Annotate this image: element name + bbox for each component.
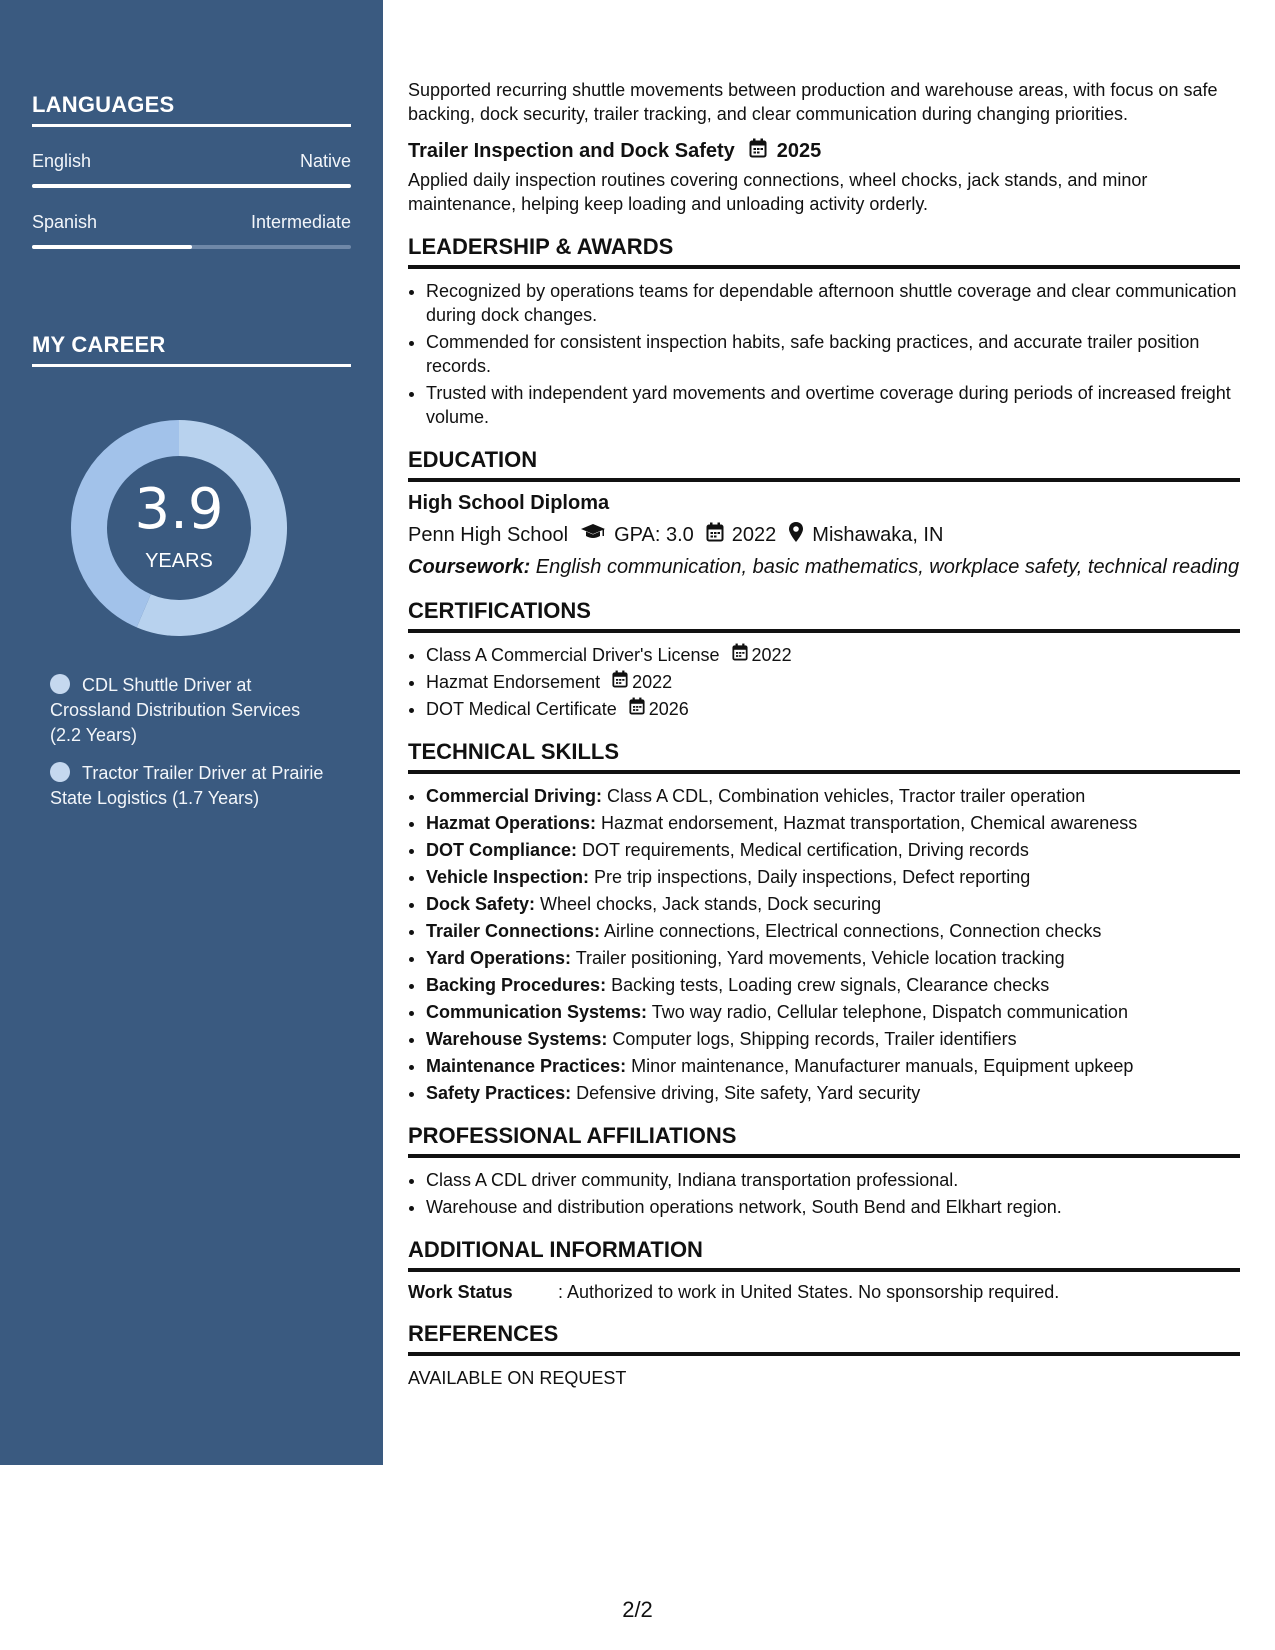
skill-item <box>426 892 1240 916</box>
education-degree: High School Diploma <box>408 492 610 514</box>
language-item <box>32 151 351 188</box>
leadership-heading: LEADERSHIP & AWARDS <box>408 234 1240 269</box>
skill-label: Backing Procedures: <box>426 975 607 995</box>
coursework-label: Coursework: <box>408 556 531 578</box>
skill-value: Computer logs, Shipping records, Trailer identifiers <box>607 1029 1017 1049</box>
skill-item <box>426 1000 1240 1024</box>
affiliations-heading: PROFESSIONAL AFFILIATIONS <box>408 1123 1240 1158</box>
skill-label: Commercial Driving: <box>426 786 603 806</box>
skill-label: Yard Operations: <box>426 948 572 968</box>
certification-item <box>426 670 1240 694</box>
skill-value: Pre trip inspections, Daily inspections, Defect reporting <box>589 867 1031 887</box>
leadership-list <box>408 279 1240 429</box>
map-pin-icon <box>788 521 804 549</box>
references-heading: REFERENCES <box>408 1321 1240 1356</box>
language-name: English <box>32 151 92 171</box>
skill-item <box>426 946 1240 970</box>
education-gpa: GPA: 3.0 <box>614 523 694 546</box>
list-item: • Commended for consistent inspection habits, safe backing practices, and accurate trailer position records. <box>426 330 1240 378</box>
skill-label: Vehicle Inspection: <box>426 867 590 887</box>
skill-value: Trailer positioning, Yard movements, Vehicle location tracking <box>571 948 1065 968</box>
calendar-icon <box>706 522 724 548</box>
certification-item <box>426 643 1240 667</box>
additional-row <box>408 1282 1240 1303</box>
calendar-icon <box>612 670 628 694</box>
skill-value: Wheel chocks, Jack stands, Dock securing <box>535 894 882 914</box>
project-description: Applied daily inspection routines covering connections, wheel chocks, jack stands, and minor maintenance, helping keep loading and unloading activity orderly. <box>408 170 1148 214</box>
project-title: Trailer Inspection and Dock Safety <box>408 139 735 162</box>
list-item: • Warehouse and distribution operations network, South Bend and Elkhart region. <box>426 1195 1240 1219</box>
additional-value: : Authorized to work in United States. No sponsorship required. <box>558 1282 1060 1302</box>
project-heading <box>408 138 1240 164</box>
skill-value: Two way radio, Cellular telephone, Dispatch communication <box>647 1002 1128 1022</box>
language-level: Intermediate <box>250 212 351 232</box>
education-year: 2022 <box>731 523 777 546</box>
skill-item <box>426 811 1240 835</box>
skill-value: Airline connections, Electrical connections, Connection checks <box>600 921 1102 941</box>
skill-item <box>426 838 1240 862</box>
additional-heading: ADDITIONAL INFORMATION <box>408 1237 1240 1272</box>
skill-item <box>426 1081 1240 1105</box>
career-section <box>32 332 351 367</box>
certification-year: 2026 <box>648 699 689 719</box>
skill-label: Maintenance Practices: <box>426 1056 627 1076</box>
intro-paragraph: Supported recurring shuttle movements between production and warehouse areas, with focus on safe backing, dock security, trailer tracking, and clear communication during changing priorities. <box>408 80 1218 124</box>
language-proficiency-fill <box>32 184 351 188</box>
skill-label: Trailer Connections: <box>426 921 601 941</box>
calendar-icon <box>629 697 645 721</box>
bullet-dot-icon <box>50 762 70 782</box>
certification-year: 2022 <box>632 672 673 692</box>
education-heading: EDUCATION <box>408 447 1240 482</box>
certification-name: Hazmat Endorsement <box>426 672 601 692</box>
list-item: • Class A CDL driver community, Indiana transportation professional. <box>426 1168 1240 1192</box>
languages-section <box>32 92 351 249</box>
education-location: Mishawaka, IN <box>812 523 944 546</box>
certification-name: DOT Medical Certificate <box>426 699 617 719</box>
list-item: • Recognized by operations teams for dependable afternoon shuttle coverage and clear communication during dock changes. <box>426 279 1240 327</box>
skill-value: DOT requirements, Medical certification, Driving records <box>577 840 1029 860</box>
career-total-years: 3.9 <box>134 477 224 542</box>
skill-value: Minor maintenance, Manufacturer manuals, Equipment upkeep <box>626 1056 1134 1076</box>
skill-value: Hazmat endorsement, Hazmat transportation, Chemical awareness <box>596 813 1138 833</box>
references-text: AVAILABLE ON REQUEST <box>408 1368 627 1388</box>
skill-label: Safety Practices: <box>426 1083 572 1103</box>
career-list <box>50 673 330 824</box>
language-proficiency-bar <box>32 184 351 188</box>
project-year: 2025 <box>776 139 822 162</box>
affiliations-list <box>408 1168 1240 1219</box>
skill-value: Defensive driving, Site safety, Yard security <box>571 1083 921 1103</box>
language-level: Native <box>299 151 351 171</box>
education-coursework <box>408 555 1240 580</box>
skill-label: DOT Compliance: <box>426 840 578 860</box>
certifications-list <box>408 643 1240 721</box>
skill-label: Communication Systems: <box>426 1002 648 1022</box>
career-item <box>50 673 330 748</box>
certifications-heading: CERTIFICATIONS <box>408 598 1240 633</box>
certification-name: Class A Commercial Driver's License <box>426 645 720 665</box>
career-item <box>50 761 330 811</box>
certification-item <box>426 697 1240 721</box>
calendar-icon <box>749 138 767 164</box>
bullet-dot-icon <box>50 674 70 694</box>
skill-value: Class A CDL, Combination vehicles, Tractor trailer operation <box>602 786 1086 806</box>
skill-value: Backing tests, Loading crew signals, Clearance checks <box>606 975 1050 995</box>
page-number: 2/2 <box>622 1597 653 1622</box>
career-item-text: CDL Shuttle Driver at Crossland Distribution Services (2.2 Years) <box>50 675 301 745</box>
additional-key: Work Status <box>408 1282 513 1302</box>
main-content <box>408 78 1240 1390</box>
skill-label: Hazmat Operations: <box>426 813 597 833</box>
skill-item <box>426 1027 1240 1051</box>
career-unit-label: YEARS <box>145 550 213 572</box>
language-proficiency-bar <box>32 245 351 249</box>
skill-item <box>426 919 1240 943</box>
graduation-cap-icon <box>580 523 606 547</box>
skill-label: Warehouse Systems: <box>426 1029 608 1049</box>
languages-heading: LANGUAGES <box>32 92 351 127</box>
education-school: Penn High School <box>408 523 569 546</box>
list-item: • Trusted with independent yard movements and overtime coverage during periods of increased freight volume. <box>426 381 1240 429</box>
skill-item <box>426 1054 1240 1078</box>
calendar-icon <box>732 643 748 667</box>
skill-item <box>426 973 1240 997</box>
skill-item <box>426 865 1240 889</box>
coursework-text: English communication, basic mathematics, workplace safety, technical reading <box>530 556 1240 578</box>
language-item <box>32 212 351 249</box>
career-donut-chart <box>66 415 292 641</box>
skills-heading: TECHNICAL SKILLS <box>408 739 1240 774</box>
skills-list <box>408 784 1240 1105</box>
skill-label: Dock Safety: <box>426 894 536 914</box>
education-details <box>408 521 1240 549</box>
language-proficiency-fill <box>32 245 192 249</box>
career-item-text: Tractor Trailer Driver at Prairie State Logistics (1.7 Years) <box>50 763 324 808</box>
certification-year: 2022 <box>751 645 792 665</box>
career-heading: MY CAREER <box>32 332 351 367</box>
skill-item <box>426 784 1240 808</box>
sidebar <box>0 0 383 1465</box>
language-name: Spanish <box>32 212 98 232</box>
